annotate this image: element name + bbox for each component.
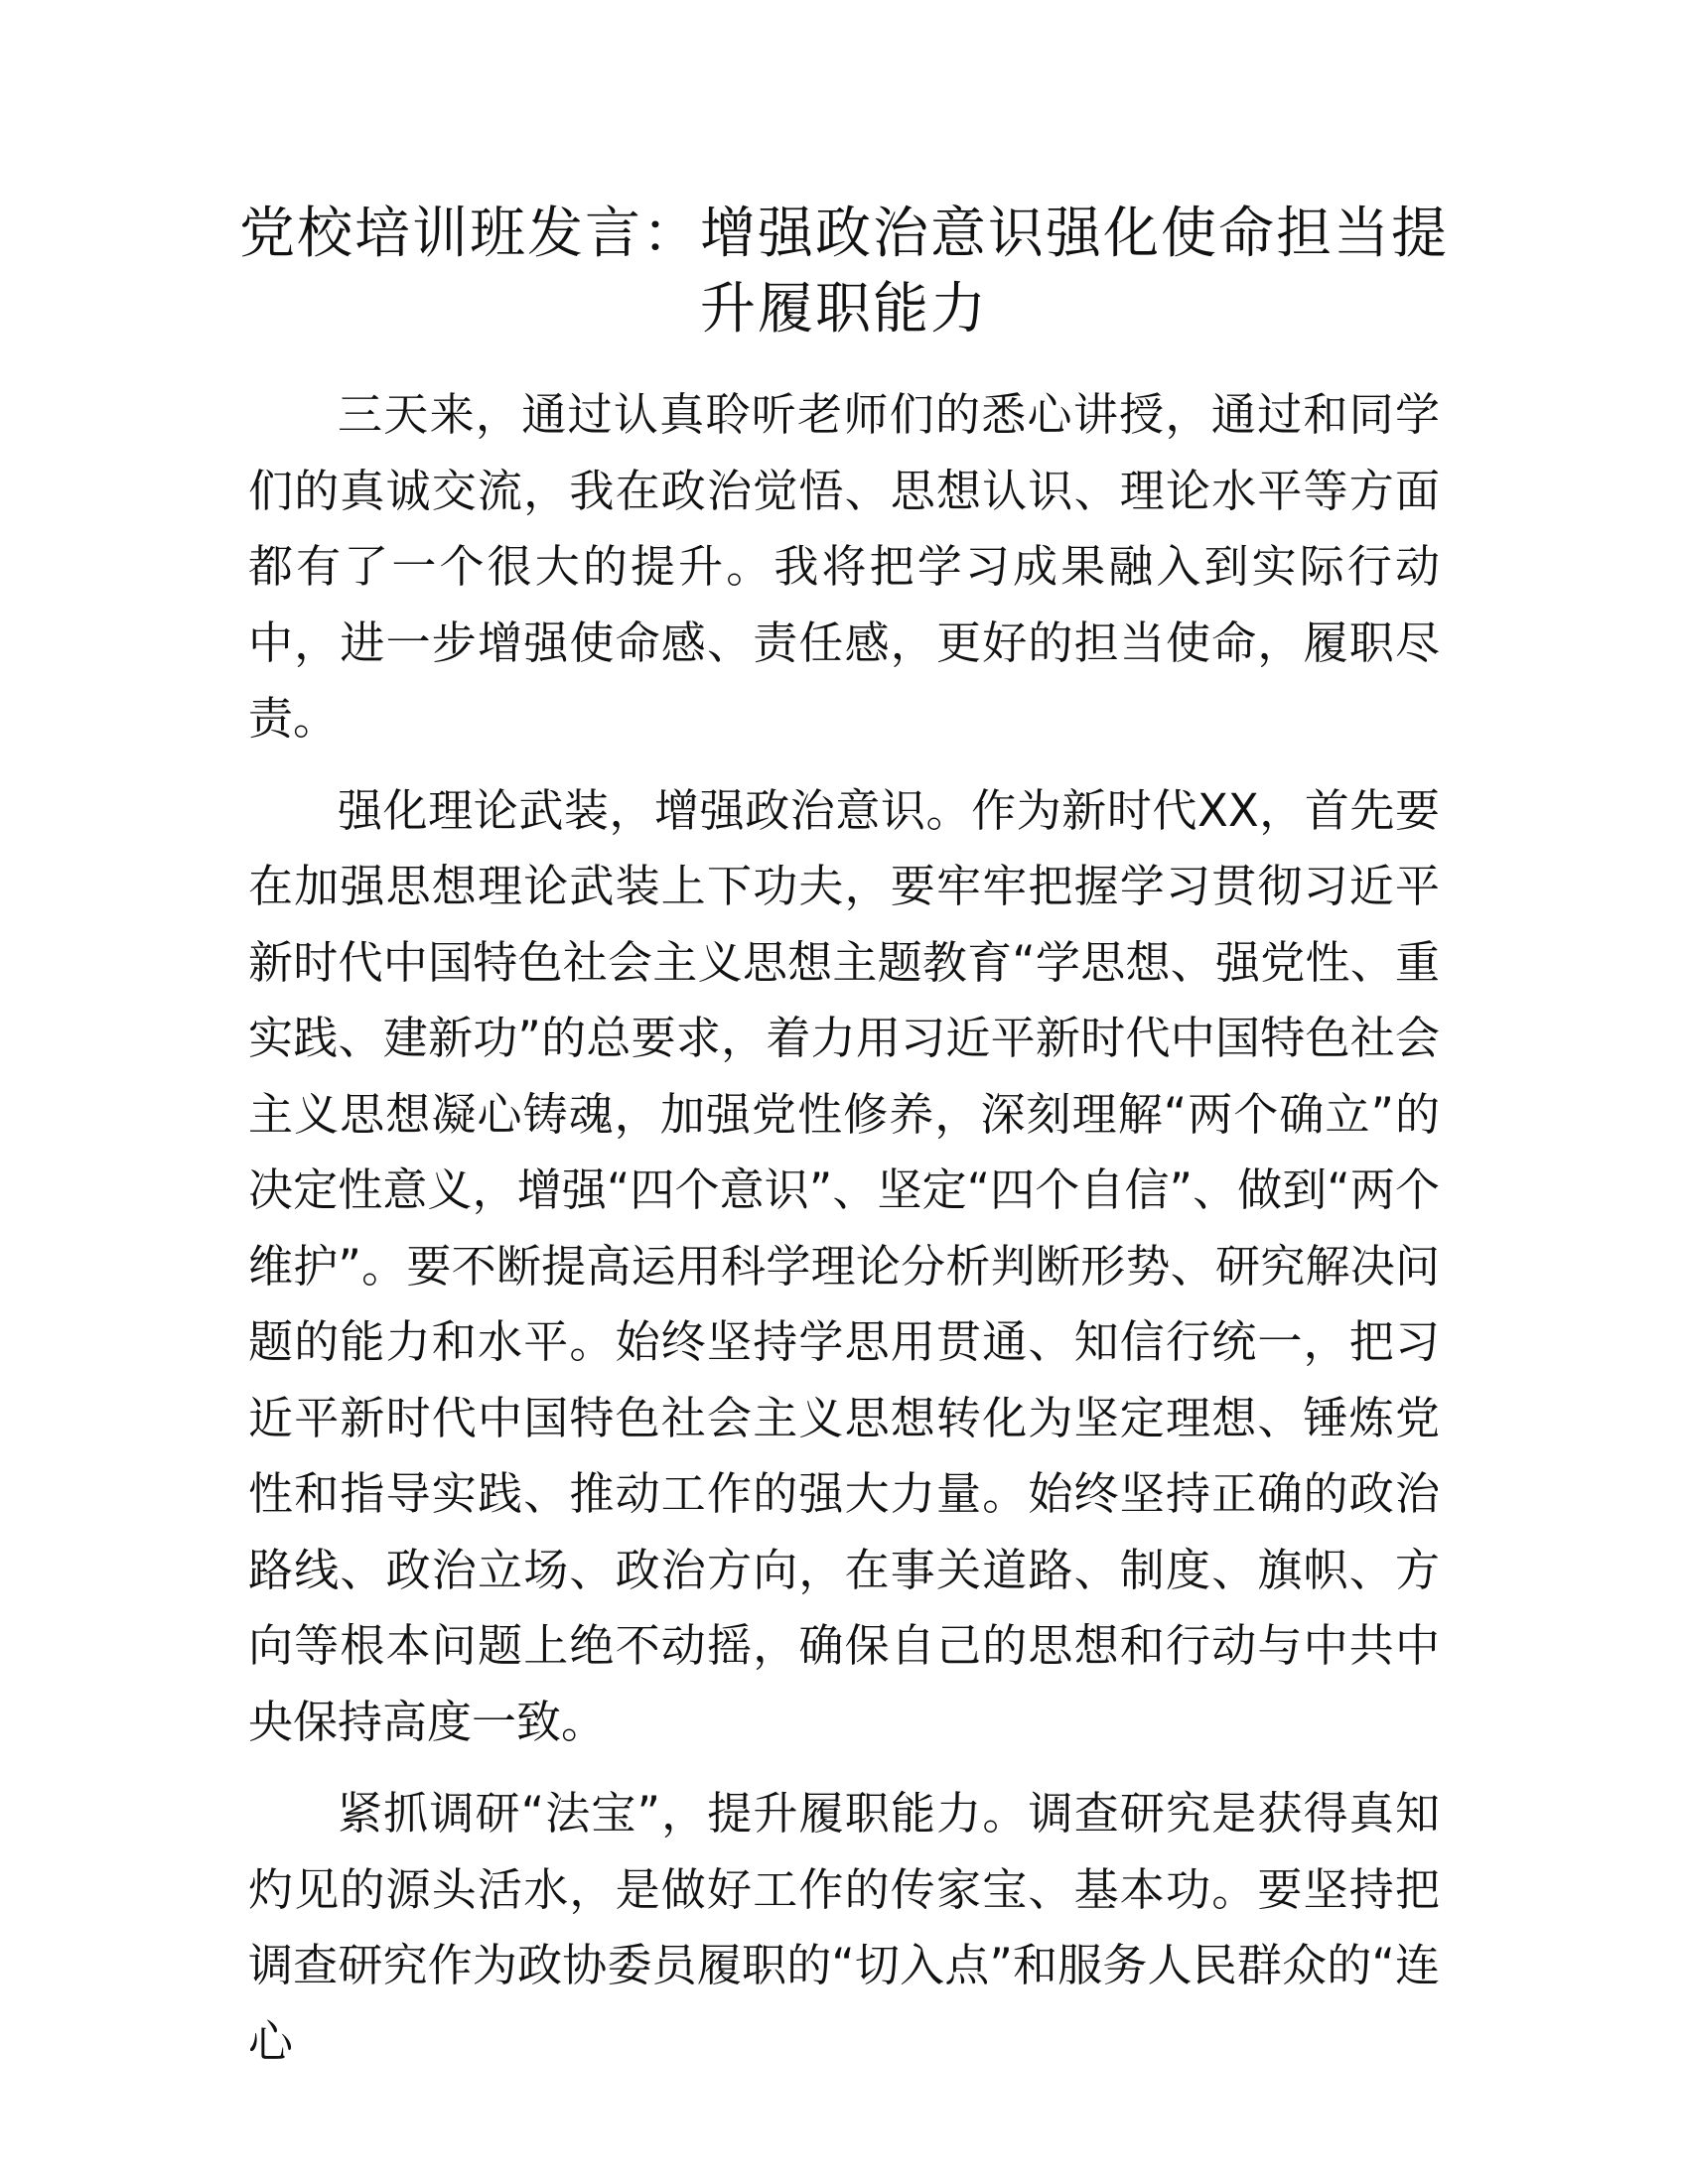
paragraph-intro: 三天来，通过认真聆听老师们的悉心讲授，通过和同学们的真诚交流，我在政治觉悟、思想认识、理论水平等方面都有了一个很大的提升。我将把学习成果融入到实际行动中，进一步增强使命感、责任感，更好的担当使命，履职尽责。	[248, 388, 1440, 745]
document-title: 党校培训班发言：增强政治意识强化使命担当提升履职能力	[239, 202, 1449, 341]
document-body	[248, 377, 1440, 2096]
paragraph-theory: 强化理论武装，增强政治意识。作为新时代XX，首先要在加强思想理论武装上下功夫，要牢牢把握学习贯彻习近平新时代中国特色社会主义思想主题教育“学思想、强党性、重实践、建新功”的总要求，着力用习近平新时代中国特色社会主义思想凝心铸魂，加强党性修养，深刻理解“两个确立”的决定性意义，增强“四个意识”、坚定“四个自信”、做到“两个维护”。要不断提高运用科学理论分析判断形势、研究解决问题的能力和水平。始终坚持学思用贯通、知信行统一，把习近平新时代中国特色社会主义思想转化为坚定理想、锤炼党性和指导实践、推动工作的强大力量。始终坚持正确的政治路线、政治立场、政治方向，在事关道路、制度、旗帜、方向等根本问题上绝不动摇，确保自己的思想和行动与中共中央保持高度一致。	[248, 783, 1440, 1748]
paragraph-research: 紧抓调研“法宝”，提升履职能力。调查研究是获得真知灼见的源头活水，是做好工作的传家宝、基本功。要坚持把调查研究作为政协委员履职的“切入点”和服务人民群众的“连心	[248, 1787, 1440, 2068]
